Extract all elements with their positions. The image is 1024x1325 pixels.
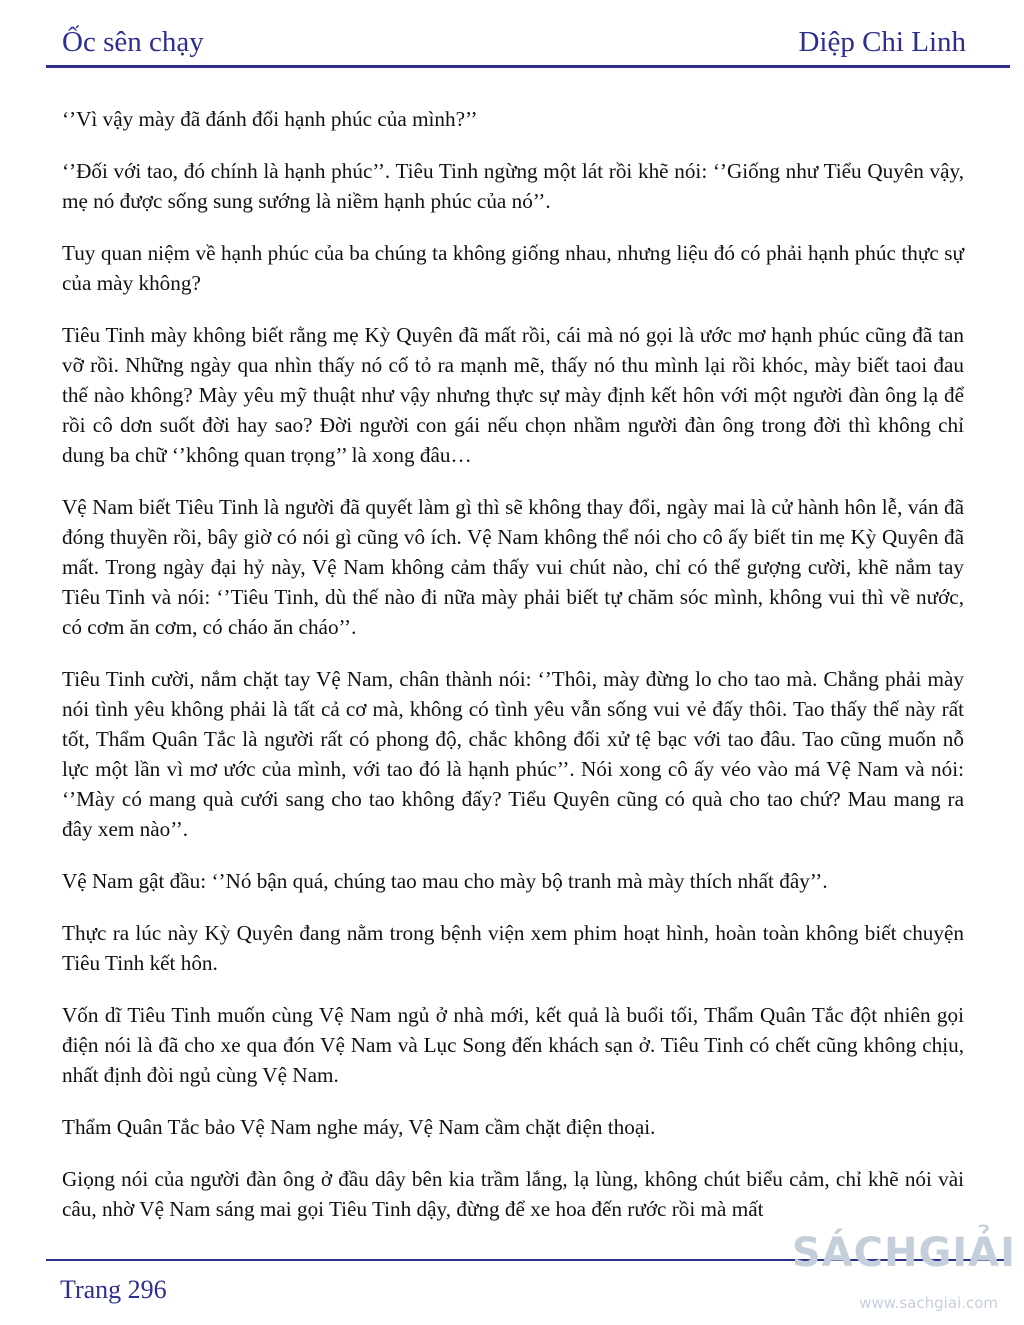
page-body (62, 104, 964, 1246)
paragraph: Tiêu Tinh mày không biết rằng mẹ Kỳ Quyên đã mất rồi, cái mà nó gọi là ước mơ hạnh phúc cũng đã tan vỡ rồi. Những ngày qua nhìn thấy nó cố tỏ ra mạnh mẽ, thấy nó thu mình lại rồi khóc, mày biết taoi đau thế nào không? Mày yêu mỹ thuật như vậy nhưng thực sự mày định kết hôn với một người đàn ông lạ để rồi cô dơn suốt đời hay sao? Đời người con gái nếu chọn nhầm người đàn ông trong đời thì không chỉ dung ba chữ ‘’không quan trọng’’ là xong đâu… (62, 323, 964, 467)
page-number: Trang 296 (60, 1275, 167, 1304)
watermark-brand: SÁCHGIẢI (791, 1230, 1016, 1276)
header-divider (46, 65, 1010, 68)
paragraph: Tuy quan niệm về hạnh phúc của ba chúng ta không giống nhau, nhưng liệu đó có phải hạnh phúc thực sự của mày không? (62, 241, 964, 295)
paragraph: Tiêu Tinh cười, nắm chặt tay Vệ Nam, chân thành nói: ‘’Thôi, mày đừng lo cho tao mà. Chẳng phải mày nói tình yêu không phải là tất cả cơ mà, không có tình yêu vẫn sống vui vẻ đấy thôi. Tao thấy thế này rất tốt, Thẩm Quân Tắc là người rất có phong độ, chắc không đối xử tệ bạc với tao đâu. Tao cũng muốn nỗ lực một lần vì mơ ước của mình, với tao đó là hạnh phúc’’. Nói xong cô ấy véo vào má Vệ Nam và nói: ‘’Mày có mang quà cưới sang cho tao không đấy? Tiểu Quyên cũng có quà cho tao chứ? Mau mang ra đây xem nào’’. (62, 667, 964, 841)
paragraph: Vệ Nam gật đầu: ‘’Nó bận quá, chúng tao mau cho mày bộ tranh mà mày thích nhất đây’’. (62, 869, 828, 893)
watermark-logo (791, 1226, 1018, 1322)
paragraph: Vệ Nam biết Tiêu Tinh là người đã quyết làm gì thì sẽ không thay đổi, ngày mai là cử hành hôn lễ, ván đã đóng thuyền rồi, bây giờ có nói gì cũng vô ích. Vệ Nam không thể nói cho cô ấy biết tin mẹ Kỳ Quyên đã mất. Trong ngày đại hỷ này, Vệ Nam không cảm thấy vui chút nào, chỉ có thể gượng cười, khẽ nắm tay Tiêu Tinh và nói: ‘’Tiêu Tinh, dù thế nào đi nữa mày phải biết tự chăm sóc mình, không vui thì về nước, có cơm ăn cơm, có cháo ăn cháo’’. (62, 495, 964, 639)
paragraph: Vốn dĩ Tiêu Tinh muốn cùng Vệ Nam ngủ ở nhà mới, kết quả là buổi tối, Thẩm Quân Tắc đột nhiên gọi điện nói là đã cho xe qua đón Vệ Nam và Lục Song đến khách sạn ở. Tiêu Tinh có chết cũng không chịu, nhất định đòi ngủ cùng Vệ Nam. (62, 1003, 964, 1087)
paragraph: Giọng nói của người đàn ông ở đầu dây bên kia trầm lắng, lạ lùng, không chút biểu cảm, chỉ khẽ nói vài câu, nhờ Vệ Nam sáng mai gọi Tiêu Tinh dậy, đừng để xe hoa đến rước rồi mà mất (62, 1167, 964, 1221)
paragraph: ‘’Vì vậy mày đã đánh đổi hạnh phúc của mình?’’ (62, 107, 478, 131)
paragraph: Thực ra lúc này Kỳ Quyên đang nằm trong bệnh viện xem phim hoạt hình, hoàn toàn không biết chuyện Tiêu Tinh kết hôn. (62, 921, 964, 975)
watermark-url: www.sachgiai.com (859, 1294, 998, 1312)
paragraph: ‘’Đối với tao, đó chính là hạnh phúc’’. Tiêu Tinh ngừng một lát rồi khẽ nói: ‘’Giống như Tiểu Quyên vậy, mẹ nó được sống sung sướng là niềm hạnh phúc của nó’’. (62, 159, 964, 213)
book-title: Ốc sên chạy (62, 26, 204, 58)
paragraph: Thẩm Quân Tắc bảo Vệ Nam nghe máy, Vệ Nam cầm chặt điện thoại. (62, 1115, 656, 1139)
author-name: Diệp Chi Linh (798, 26, 966, 58)
